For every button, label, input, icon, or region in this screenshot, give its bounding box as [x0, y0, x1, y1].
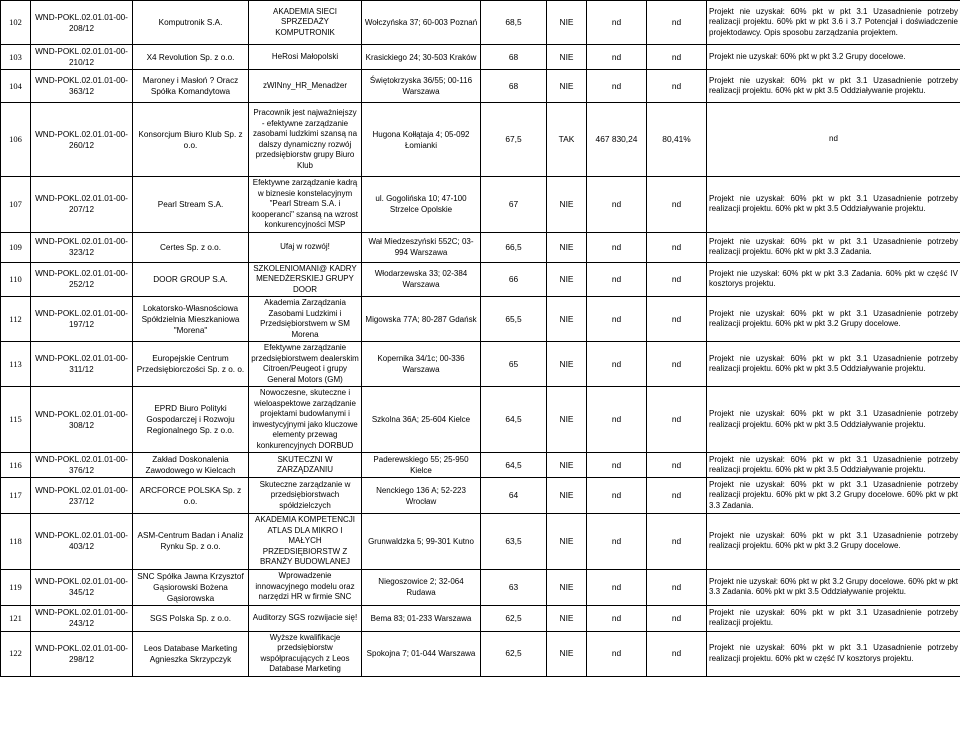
project-title: Auditorzy SGS rozwijacie się! — [249, 605, 362, 631]
row-number: 102 — [1, 1, 31, 45]
funding-percent: nd — [647, 297, 707, 342]
table-row — [1, 70, 960, 103]
table-row — [1, 569, 960, 605]
table-row — [1, 297, 960, 342]
applicant-address: Paderewskiego 55; 25-950 Kielce — [362, 453, 481, 478]
funding-status: NIE — [547, 232, 587, 262]
evaluation-note: Projekt nie uzyskał: 60% pkt w pkt 3.1 Uzasadnienie potrzeby realizacji projektu. 60% pkt w pkt 3.5 Oddziaływanie projektu. — [707, 387, 960, 453]
row-number: 104 — [1, 70, 31, 103]
applicant-name: Lokatorsko-Własnościowa Spółdzielnia Mieszkaniowa "Morena" — [133, 297, 249, 342]
row-number: 112 — [1, 297, 31, 342]
applicant-address: Hugona Kołłątaja 4; 05-092 Łomianki — [362, 103, 481, 177]
row-number: 115 — [1, 387, 31, 453]
project-title: Pracownik jest najważniejszy - efektywne zarządzanie zasobami ludzkimi szansą na dalszy dynamiczny rozwój przedsiębiorstw grupy Biuro Klub — [249, 103, 362, 177]
grant-amount: nd — [587, 605, 647, 631]
evaluation-note: nd — [707, 103, 960, 177]
funding-status: NIE — [547, 177, 587, 233]
evaluation-note: Projekt nie uzyskał: 60% pkt w pkt 3.1 Uzasadnienie potrzeby realizacji projektu. 60% pkt w pkt 3.5 Oddziaływanie projektu. — [707, 453, 960, 478]
applicant-address: Grunwaldzka 5; 99-301 Kutno — [362, 514, 481, 570]
application-number: WND-POKL.02.01.01-00-237/12 — [31, 478, 133, 514]
funding-status: NIE — [547, 631, 587, 676]
grant-amount: nd — [587, 478, 647, 514]
applicant-address: ul. Gogolińska 10; 47-100 Strzelce Opolskie — [362, 177, 481, 233]
application-number: WND-POKL.02.01.01-00-323/12 — [31, 232, 133, 262]
application-number: WND-POKL.02.01.01-00-207/12 — [31, 177, 133, 233]
grant-amount: nd — [587, 232, 647, 262]
project-title: AKADEMIA SIECI SPRZEDAŻY KOMPUTRONIK — [249, 1, 362, 45]
row-number: 117 — [1, 478, 31, 514]
evaluation-note: Projekt nie uzyskał: 60% pkt w pkt 3.1 Uzasadnienie potrzeby realizacji projektu. 60% pkt w pkt 3.6 i 3.7 Potencjał i doświadczenie projektodawcy. Opis sposobu zarządzania projektem. — [707, 1, 960, 45]
project-title: Efektywne zarządzanie przedsiębiorstwem dealerskim Citroen/Peugeot i grupy General Motors (GM) — [249, 342, 362, 387]
table-body — [1, 1, 960, 677]
applicant-address: Świętokrzyska 36/55; 00-116 Warszawa — [362, 70, 481, 103]
applicant-address: Wał Miedzeszyński 552C; 03-994 Warszawa — [362, 232, 481, 262]
score-value: 67 — [481, 177, 547, 233]
score-value: 68,5 — [481, 1, 547, 45]
applicant-name: SGS Polska Sp. z o.o. — [133, 605, 249, 631]
project-title: SKUTECZNI W ZARZĄDZANIU — [249, 453, 362, 478]
applicant-address: Niegoszowice 2; 32-064 Rudawa — [362, 569, 481, 605]
table-row — [1, 478, 960, 514]
applicant-address: Wołczyńska 37; 60-003 Poznań — [362, 1, 481, 45]
funding-percent: nd — [647, 387, 707, 453]
application-number: WND-POKL.02.01.01-00-311/12 — [31, 342, 133, 387]
applicant-name: EPRD Biuro Polityki Gospodarczej i Rozwoju Regionalnego Sp. z o.o. — [133, 387, 249, 453]
funding-status: NIE — [547, 45, 587, 70]
row-number: 113 — [1, 342, 31, 387]
application-number: WND-POKL.02.01.01-00-403/12 — [31, 514, 133, 570]
evaluation-note: Projekt nie uzyskał: 60% pkt w pkt 3.1 Uzasadnienie potrzeby realizacji projektu. 60% pkt w pkt 3.2 Grupy docelowe. 60% pkt w pkt 3.3 Zadania. — [707, 478, 960, 514]
grant-amount: nd — [587, 387, 647, 453]
funding-status: NIE — [547, 297, 587, 342]
grant-amount: nd — [587, 262, 647, 297]
table-row — [1, 45, 960, 70]
application-number: WND-POKL.02.01.01-00-260/12 — [31, 103, 133, 177]
project-title: HeRosi Małopolski — [249, 45, 362, 70]
grant-amount: nd — [587, 342, 647, 387]
project-title: Akademia Zarządzania Zasobami Ludzkimi i Przedsiębiorstwem w SM Morena — [249, 297, 362, 342]
grant-amount: nd — [587, 569, 647, 605]
table-row — [1, 177, 960, 233]
grant-amount: nd — [587, 45, 647, 70]
applicant-address: Bema 83; 01-233 Warszawa — [362, 605, 481, 631]
funding-status: TAK — [547, 103, 587, 177]
funding-percent: nd — [647, 453, 707, 478]
row-number: 110 — [1, 262, 31, 297]
applicant-name: Konsorcjum Biuro Klub Sp. z o.o. — [133, 103, 249, 177]
application-number: WND-POKL.02.01.01-00-298/12 — [31, 631, 133, 676]
applicant-address: Nenckiego 136 A; 52-223 Wrocław — [362, 478, 481, 514]
project-title: zWINny_HR_Menadżer — [249, 70, 362, 103]
application-number: WND-POKL.02.01.01-00-243/12 — [31, 605, 133, 631]
table-row — [1, 605, 960, 631]
row-number: 109 — [1, 232, 31, 262]
row-number: 103 — [1, 45, 31, 70]
funding-percent: 80,41% — [647, 103, 707, 177]
funding-status: NIE — [547, 569, 587, 605]
score-value: 63,5 — [481, 514, 547, 570]
project-title: Efektywne zarządzanie kadrą w biznesie konstelacyjnym "Pearl Stream S.A. i kooperanci" szansą na wzrost konkurencyjności MSP — [249, 177, 362, 233]
funding-percent: nd — [647, 631, 707, 676]
applicant-name: Maroney i Masłoń ? Oracz Spółka Komandytowa — [133, 70, 249, 103]
score-value: 64 — [481, 478, 547, 514]
table-row — [1, 631, 960, 676]
applicant-name: Pearl Stream S.A. — [133, 177, 249, 233]
row-number: 119 — [1, 569, 31, 605]
score-value: 65,5 — [481, 297, 547, 342]
application-number: WND-POKL.02.01.01-00-345/12 — [31, 569, 133, 605]
grant-amount: nd — [587, 177, 647, 233]
application-number: WND-POKL.02.01.01-00-308/12 — [31, 387, 133, 453]
funding-status: NIE — [547, 262, 587, 297]
applicant-address: Włodarzewska 33; 02-384 Warszawa — [362, 262, 481, 297]
evaluation-note: Projekt nie uzyskał: 60% pkt w pkt 3.3 Zadania. 60% pkt w część IV kosztorys projektu. — [707, 262, 960, 297]
row-number: 122 — [1, 631, 31, 676]
funding-status: NIE — [547, 478, 587, 514]
funding-percent: nd — [647, 177, 707, 233]
row-number: 106 — [1, 103, 31, 177]
table-row — [1, 1, 960, 45]
row-number: 116 — [1, 453, 31, 478]
funding-status: NIE — [547, 453, 587, 478]
funding-status: NIE — [547, 514, 587, 570]
applicant-name: DOOR GROUP S.A. — [133, 262, 249, 297]
score-value: 63 — [481, 569, 547, 605]
funding-percent: nd — [647, 1, 707, 45]
applicant-name: Komputronik S.A. — [133, 1, 249, 45]
grant-amount: nd — [587, 70, 647, 103]
applicant-name: Certes Sp. z o.o. — [133, 232, 249, 262]
application-number: WND-POKL.02.01.01-00-363/12 — [31, 70, 133, 103]
evaluation-note: Projekt nie uzyskał: 60% pkt w pkt 3.1 Uzasadnienie potrzeby realizacji projektu. 60% pkt w pkt 3.3 Zadania. — [707, 232, 960, 262]
applicant-address: Kopernika 34/1c; 00-336 Warszawa — [362, 342, 481, 387]
funding-percent: nd — [647, 342, 707, 387]
evaluation-note: Projekt nie uzyskał: 60% pkt w pkt 3.1 Uzasadnienie potrzeby realizacji projektu. 60% pkt w pkt 3.2 Grupy docelowe. — [707, 514, 960, 570]
project-title: Skuteczne zarządzanie w przedsiębiorstwach spółdzielczych — [249, 478, 362, 514]
application-number: WND-POKL.02.01.01-00-210/12 — [31, 45, 133, 70]
application-number: WND-POKL.02.01.01-00-208/12 — [31, 1, 133, 45]
funding-percent: nd — [647, 232, 707, 262]
funding-status: NIE — [547, 342, 587, 387]
applicant-address: Krasickiego 24; 30-503 Kraków — [362, 45, 481, 70]
applicant-address: Spokojna 7; 01-044 Warszawa — [362, 631, 481, 676]
evaluation-note: Projekt nie uzyskał: 60% pkt w pkt 3.1 Uzasadnienie potrzeby realizacji projektu. 60% pkt w pkt 3.5 Oddziaływanie projektu. — [707, 70, 960, 103]
project-title: Nowoczesne, skuteczne i wieloaspektowe zarządzanie projektami budowlanymi i inwestycyjnymi jako kluczowe elementy przewag konkurencyjnych DORBUD — [249, 387, 362, 453]
evaluation-note: Projekt nie uzyskał: 60% pkt w pkt 3.1 Uzasadnienie potrzeby realizacji projektu. 60% pkt w pkt 3.5 Oddziaływanie projektu. — [707, 342, 960, 387]
project-title: Wyższe kwalifikacje przedsiębiorstw współpracujących z Leos Database Marketing — [249, 631, 362, 676]
score-value: 65 — [481, 342, 547, 387]
funding-percent: nd — [647, 45, 707, 70]
table-row — [1, 103, 960, 177]
funding-percent: nd — [647, 605, 707, 631]
table-row — [1, 387, 960, 453]
row-number: 121 — [1, 605, 31, 631]
funding-status: NIE — [547, 1, 587, 45]
applicant-address: Migowska 77A; 80-287 Gdańsk — [362, 297, 481, 342]
table-row — [1, 342, 960, 387]
table-row — [1, 232, 960, 262]
application-number: WND-POKL.02.01.01-00-252/12 — [31, 262, 133, 297]
score-value: 68 — [481, 45, 547, 70]
application-number: WND-POKL.02.01.01-00-376/12 — [31, 453, 133, 478]
application-number: WND-POKL.02.01.01-00-197/12 — [31, 297, 133, 342]
applicant-name: X4 Revolution Sp. z o.o. — [133, 45, 249, 70]
project-title: Wprowadzenie innowacyjnego modelu oraz narzędzi HR w firmie SNC — [249, 569, 362, 605]
row-number: 107 — [1, 177, 31, 233]
score-value: 66,5 — [481, 232, 547, 262]
grant-amount: nd — [587, 1, 647, 45]
funding-percent: nd — [647, 569, 707, 605]
funding-status: NIE — [547, 387, 587, 453]
table-row — [1, 453, 960, 478]
table-row — [1, 262, 960, 297]
evaluation-note: Projekt nie uzyskał: 60% pkt w pkt 3.1 Uzasadnienie potrzeby realizacji projektu. — [707, 605, 960, 631]
evaluation-note: Projekt nie uzyskał: 60% pkt w pkt 3.1 Uzasadnienie potrzeby realizacji projektu. 60% pkt w pkt 3.5 Oddziaływanie projektu. — [707, 177, 960, 233]
applicant-address: Szkolna 36A; 25-604 Kielce — [362, 387, 481, 453]
grant-amount: nd — [587, 631, 647, 676]
score-value: 64,5 — [481, 387, 547, 453]
evaluation-note: Projekt nie uzyskał: 60% pkt w pkt 3.1 Uzasadnienie potrzeby realizacji projektu. 60% pkt w pkt 3.2 Grupy docelowe. — [707, 297, 960, 342]
applicant-name: Europejskie Centrum Przedsiębiorczości Sp. z o. o. — [133, 342, 249, 387]
evaluation-note: Projekt nie uzyskał: 60% pkt w pkt 3.2 Grupy docelowe. 60% pkt w pkt 3.3 Zadania. 60% pkt w pkt 3.5 Oddziaływanie projektu. — [707, 569, 960, 605]
project-title: AKADEMIA KOMPETENCJI ATLAS DLA MIKRO I MAŁYCH PRZEDSIĘBIORSTW Z BRANŻY BUDOWLANEJ — [249, 514, 362, 570]
funding-status: NIE — [547, 605, 587, 631]
funding-percent: nd — [647, 70, 707, 103]
project-title: Ufaj w rozwój! — [249, 232, 362, 262]
score-value: 64,5 — [481, 453, 547, 478]
evaluation-note: Projekt nie uzyskał: 60% pkt w pkt 3.2 Grupy docelowe. — [707, 45, 960, 70]
row-number: 118 — [1, 514, 31, 570]
score-value: 62,5 — [481, 631, 547, 676]
applicant-name: Leos Database Marketing Agnieszka Skrzypczyk — [133, 631, 249, 676]
funding-percent: nd — [647, 478, 707, 514]
table-row — [1, 514, 960, 570]
applicant-name: SNC Spółka Jawna Krzysztof Gąsiorowski Bożena Gąsiorowska — [133, 569, 249, 605]
evaluation-note: Projekt nie uzyskał: 60% pkt w pkt 3.1 Uzasadnienie potrzeby realizacji projektu. 60% pkt w część IV kosztorys projektu. — [707, 631, 960, 676]
applicant-name: Zakład Doskonalenia Zawodowego w Kielcach — [133, 453, 249, 478]
score-value: 67,5 — [481, 103, 547, 177]
grant-amount: nd — [587, 514, 647, 570]
grant-amount: 467 830,24 — [587, 103, 647, 177]
score-value: 68 — [481, 70, 547, 103]
project-title: SZKOLENIOMANI@ KADRY MENEDŻERSKIEJ GRUPY DOOR — [249, 262, 362, 297]
funding-status: NIE — [547, 70, 587, 103]
applicant-name: ASM-Centrum Badan i Analiz Rynku Sp. z o.o. — [133, 514, 249, 570]
funding-percent: nd — [647, 262, 707, 297]
grant-amount: nd — [587, 297, 647, 342]
applicant-name: ARCFORCE POLSKA Sp. z o.o. — [133, 478, 249, 514]
grant-amount: nd — [587, 453, 647, 478]
score-value: 66 — [481, 262, 547, 297]
score-value: 62,5 — [481, 605, 547, 631]
funding-percent: nd — [647, 514, 707, 570]
